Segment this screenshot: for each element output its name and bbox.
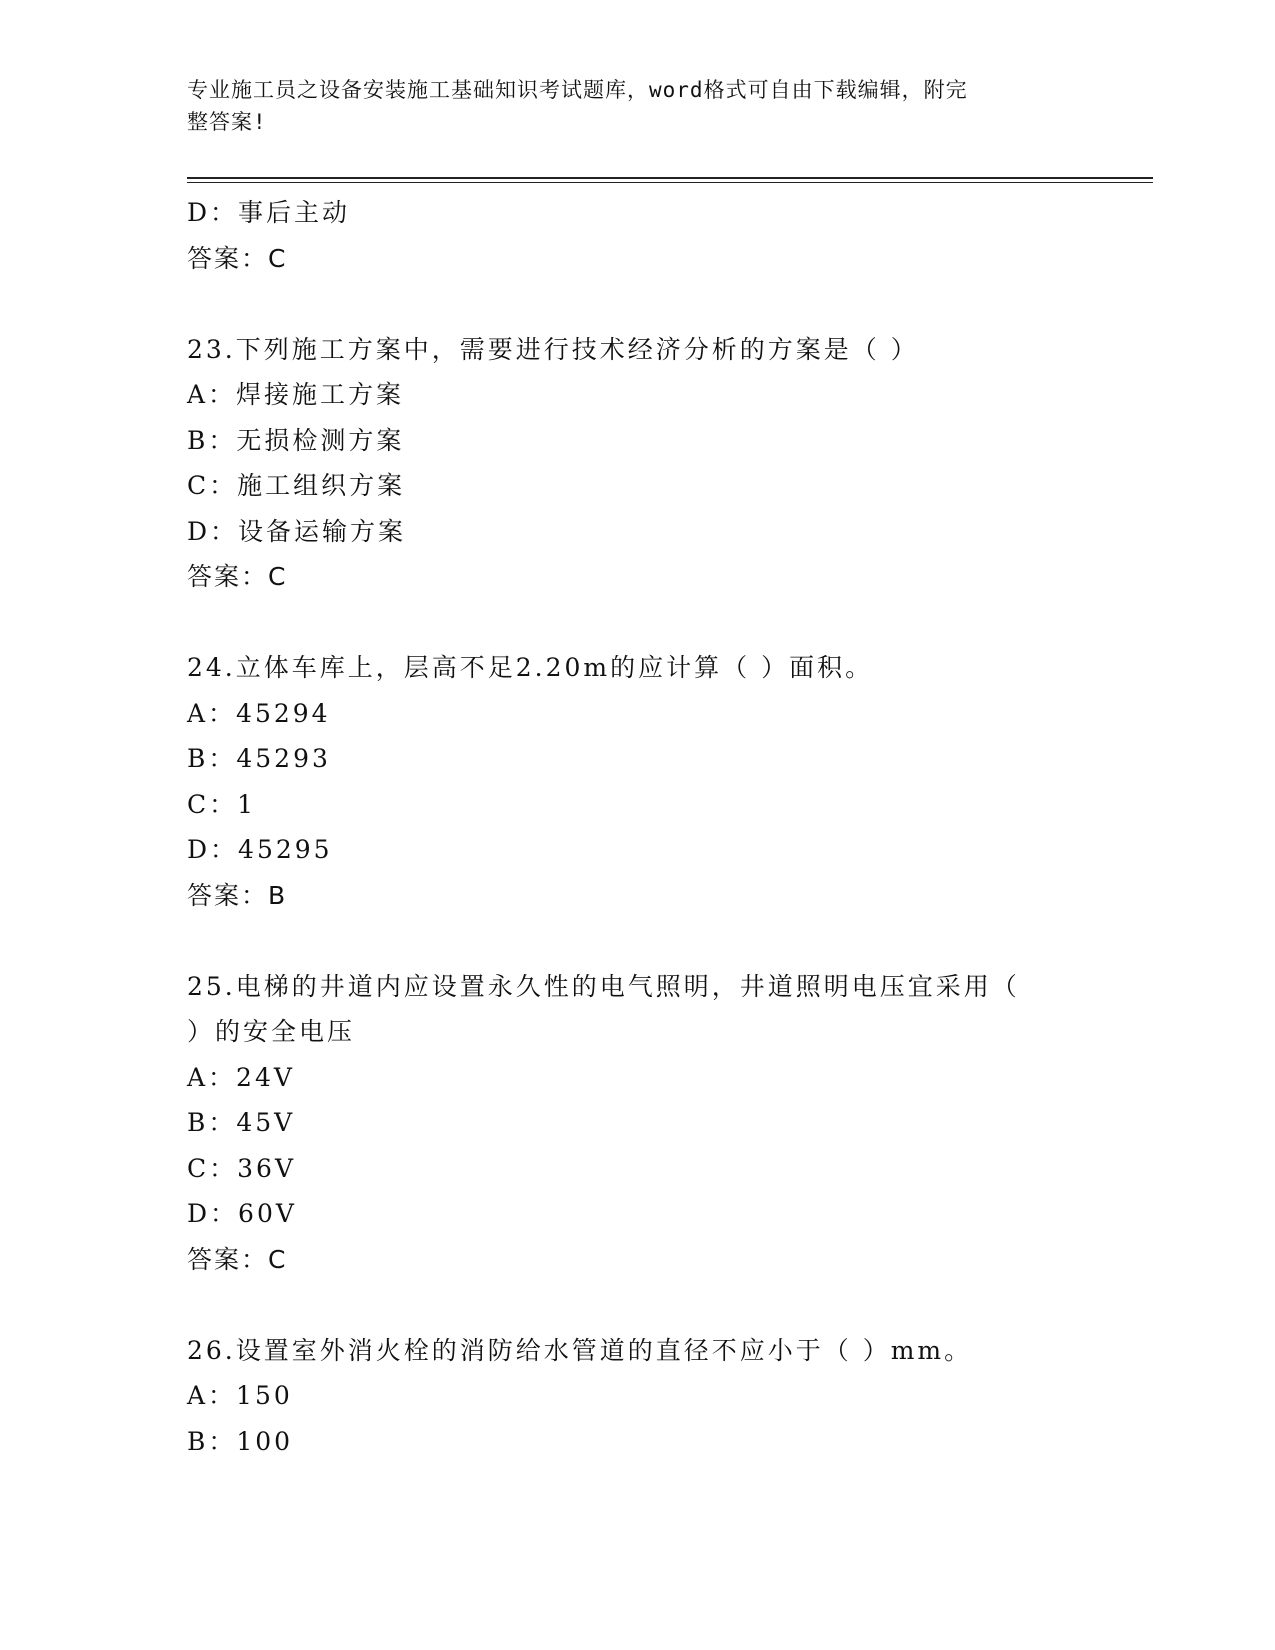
question-spacer — [187, 1282, 1067, 1328]
answer-line: 答案：C — [187, 562, 288, 591]
option-b: B：45293 — [187, 744, 331, 773]
option-c: C：36V — [187, 1153, 296, 1183]
header-divider-thick — [187, 177, 1153, 179]
option-b: B：100 — [187, 1426, 294, 1456]
question-23 — [187, 327, 1067, 600]
question-24 — [187, 645, 1067, 918]
page-header — [187, 74, 1067, 138]
option-c: C：1 — [187, 789, 257, 819]
answer-line: 答案：C — [187, 1244, 288, 1274]
previous-question-tail — [187, 190, 1067, 281]
option-b: B：无损检测方案 — [187, 425, 405, 455]
header-title-line-1: 专业施工员之设备安装施工基础知识考试题库，word格式可自由下载编辑，附完 — [187, 78, 968, 102]
option-b: B：45V — [187, 1108, 296, 1137]
option-a: A：24V — [187, 1062, 295, 1092]
answer-line: 答案：B — [187, 880, 288, 910]
question-spacer — [187, 918, 1067, 964]
question-list — [187, 190, 1067, 1464]
option-d: D：45295 — [187, 835, 333, 864]
option-a: A：焊接施工方案 — [187, 380, 405, 409]
option-d: D：事后主动 — [187, 198, 351, 227]
question-stem-line-2: ）的安全电压 — [187, 1017, 356, 1046]
header-divider-thin — [187, 182, 1153, 183]
question-stem-line-1: 25.电梯的井道内应设置永久性的电气照明，井道照明电压宜采用（ — [187, 971, 1020, 1001]
option-d: D：60V — [187, 1199, 297, 1228]
question-stem: 23.下列施工方案中，需要进行技术经济分析的方案是（ ） — [187, 334, 919, 364]
option-d: D：设备运输方案 — [187, 516, 407, 546]
question-spacer — [187, 600, 1067, 646]
question-25 — [187, 964, 1067, 1283]
question-stem: 26.设置室外消火栓的消防给水管道的直径不应小于（ ）mm。 — [187, 1335, 973, 1365]
question-stem: 24.立体车库上，层高不足2.20m的应计算（ ）面积。 — [187, 653, 874, 682]
header-title-line-2: 整答案! — [187, 110, 267, 134]
option-a: A：150 — [187, 1381, 293, 1410]
option-a: A：45294 — [187, 698, 331, 728]
answer-line: 答案：C — [187, 243, 288, 273]
question-spacer — [187, 281, 1067, 327]
question-26 — [187, 1328, 1067, 1465]
option-c: C：施工组织方案 — [187, 471, 406, 500]
